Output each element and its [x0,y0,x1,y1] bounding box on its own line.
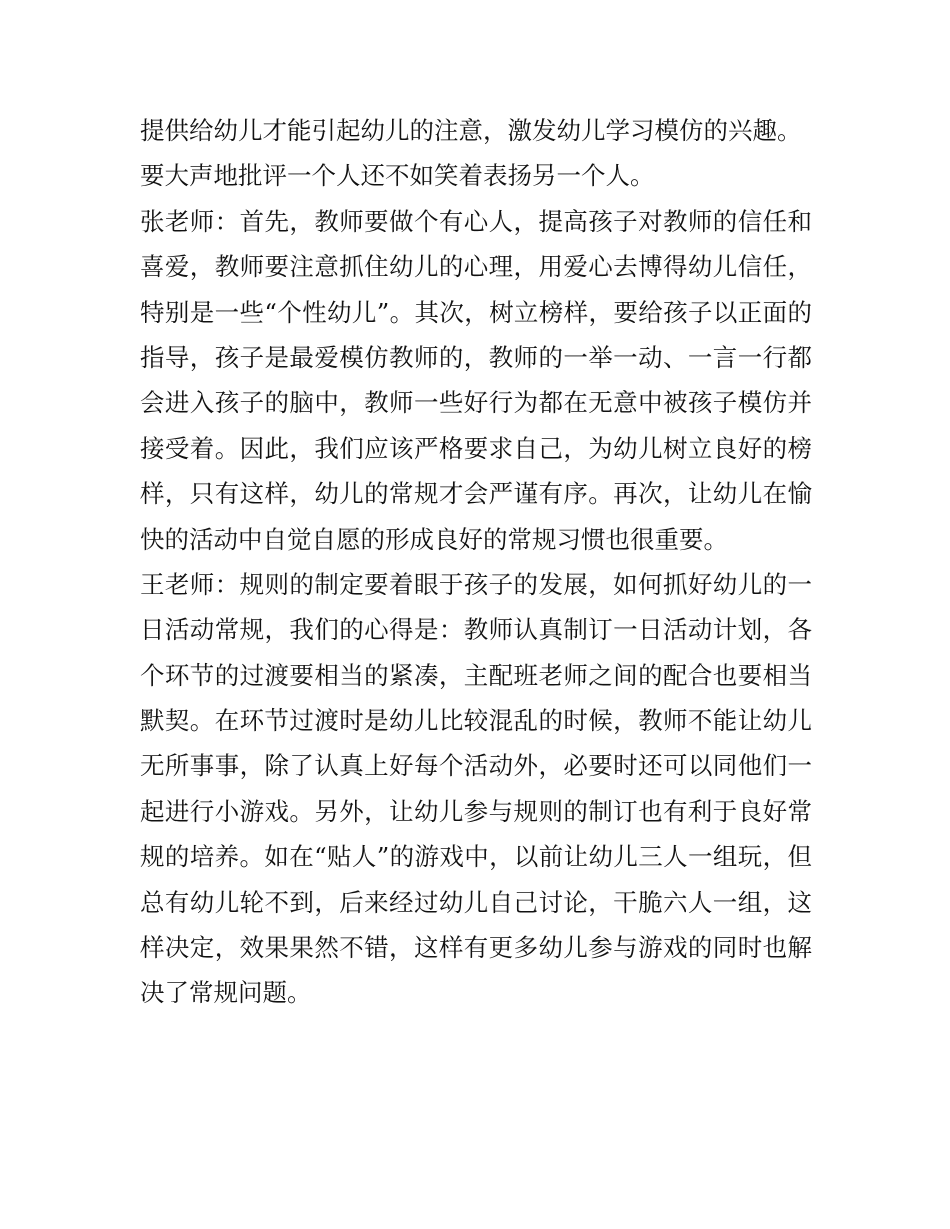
text-line: 样决定，效果果然不错，这样有更多幼儿参与游戏的同时也解 [140,933,812,963]
text-line: 特别是一些“个性幼儿”。其次，树立榜样，要给孩子以正面的 [140,297,812,327]
text-line: 会进入孩子的脑中，教师一些好行为都在无意中被孩子模仿并 [140,388,812,418]
text-line: 王老师：规则的制定要着眼于孩子的发展，如何抓好幼儿的一 [140,569,812,599]
text-line: 日活动常规，我们的心得是：教师认真制订一日活动计划，各 [140,615,812,645]
text-line: 规的培养。如在“贴人”的游戏中，以前让幼儿三人一组玩，但 [140,842,812,872]
text-line: 无所事事，除了认真上好每个活动外，必要时还可以同他们一 [140,751,812,781]
text-line: 张老师：首先，教师要做个有心人，提高孩子对教师的信任和 [140,206,812,236]
text-line: 样，只有这样，幼儿的常规才会严谨有序。再次，让幼儿在愉 [140,479,812,509]
text-line: 喜爱，教师要注意抓住幼儿的心理，用爱心去博得幼儿信任， [140,252,812,282]
text-line: 接受着。因此，我们应该严格要求自己，为幼儿树立良好的榜 [140,433,812,463]
text-line: 指导，孩子是最爱模仿教师的，教师的一举一动、一言一行都 [140,342,812,372]
text-line: 起进行小游戏。另外，让幼儿参与规则的制订也有利于良好常 [140,796,812,826]
text-line: 要大声地批评一个人还不如笑着表扬另一个人。 [140,161,655,191]
text-line: 个环节的过渡要相当的紧凑，主配班老师之间的配合也要相当 [140,660,812,690]
document-body [140,108,812,1016]
text-line: 提供给幼儿才能引起幼儿的注意，激发幼儿学习模仿的兴趣。 [140,116,802,145]
text-line: 快的活动中自觉自愿的形成良好的常规习惯也很重要。 [140,524,728,554]
text-line: 决了常规问题。 [140,978,312,1008]
text-line: 默契。在环节过渡时是幼儿比较混乱的时候，教师不能让幼儿 [140,706,812,736]
text-line: 总有幼儿轮不到，后来经过幼儿自己讨论，干脆六人一组，这 [140,887,812,917]
